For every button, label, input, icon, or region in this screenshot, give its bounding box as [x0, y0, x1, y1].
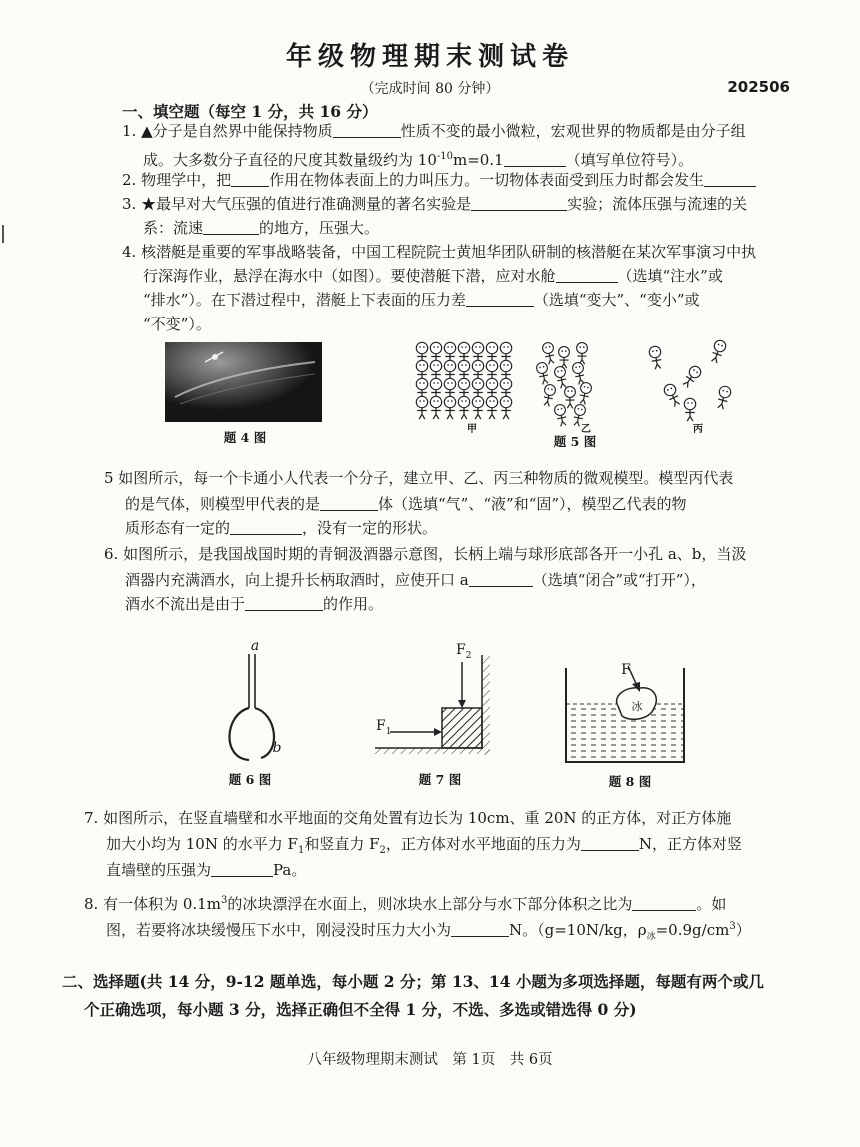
q2-text-a: 2. 物理学中，把	[122, 171, 232, 189]
submarine-photo	[165, 342, 322, 422]
figure-5-caption: 题 5 图	[553, 434, 597, 449]
fig7-f2-letter: F	[456, 642, 466, 658]
fig5-label-bing: 丙	[693, 424, 703, 435]
page-title: 年级物理期末测试卷	[285, 42, 574, 72]
q1-exponent: -10	[436, 151, 453, 162]
q8-sup-2: 3	[729, 921, 736, 932]
fig8-ice-label: 冰	[631, 700, 643, 713]
molecule-models-figure	[410, 338, 750, 428]
q3-text-b: 实验；流体压强与流速的关	[567, 195, 748, 213]
question-6-line-1: 6. 如图所示，是我国战国时期的青铜汲酒器示意图，长柄上端与球形底部各开一小孔 a、b，当汲	[104, 545, 747, 563]
q3-blank-2[interactable]	[203, 219, 259, 235]
fig7-f2-sub: 2	[465, 650, 472, 661]
fig7-label-f1	[376, 718, 398, 737]
q1-blank-2[interactable]	[504, 151, 566, 167]
q5-text-a: 的是气体，则模型甲代表的是	[125, 495, 321, 513]
section-2-heading-line-2: 个正确选项，每小题 3 分，选择正确但不全得 1 分，不选、多选或错选得 0 分)	[84, 1000, 637, 1019]
question-2	[122, 168, 756, 193]
molecule-figure	[681, 364, 703, 389]
q6-text-d: 的作用。	[323, 595, 384, 613]
molecule-figure	[486, 396, 497, 419]
q2-blank-2[interactable]	[704, 171, 756, 187]
fig7-f1-letter: F	[376, 718, 386, 734]
q3-text-a: 3. ★最早对大气压强的值进行准确测量的著名实验是	[122, 195, 472, 213]
molecule-figure	[577, 382, 592, 405]
scan-edge-mark	[2, 225, 4, 243]
figure-7-caption: 题 7 图	[418, 772, 462, 787]
q5-blank-2[interactable]	[230, 519, 302, 535]
q4-text-b: （选填“注水”或	[617, 267, 723, 285]
question-1-line-1	[122, 119, 746, 144]
molecule-figure	[572, 362, 587, 385]
q1-text-a: 1. ▲分子是自然界中能保持物质	[122, 122, 333, 140]
molecule-figure	[444, 396, 455, 419]
fig6-label-b: b	[272, 740, 282, 756]
molecule-figure	[536, 362, 551, 385]
figure-8-caption: 题 8 图	[608, 774, 652, 789]
q5-text-b: 体（选填“气”、“液”和“固”），模型乙代表的物	[378, 495, 687, 513]
molecule-figure	[430, 396, 441, 419]
q8-blank-1[interactable]	[632, 895, 696, 911]
q7-text-d: N，正方体对竖	[638, 835, 743, 853]
q7-sub-1: 1	[297, 845, 305, 856]
q4-blank-2[interactable]	[466, 291, 534, 307]
molecule-figure	[472, 396, 483, 419]
question-7-line-3	[106, 858, 306, 883]
q3-blank-1[interactable]	[471, 195, 567, 211]
molecule-models-graphic	[410, 338, 750, 428]
question-4-line-3	[143, 288, 700, 313]
figure-4-caption: 题 4 图	[223, 430, 267, 445]
question-3-line-2	[143, 216, 379, 241]
q7-text-e: 直墙壁的压强为	[106, 861, 212, 879]
molecule-figure	[565, 387, 576, 409]
q1-text-b: 性质不变的最小微粒，宏观世界的物质都是由分子组	[400, 122, 746, 140]
q4-blank-1[interactable]	[556, 267, 618, 283]
q7-sub-2: 2	[379, 845, 386, 856]
fig7-label-f2	[456, 642, 478, 661]
molecule-figure	[416, 396, 427, 419]
q7-text-b: 和竖直力 F	[304, 835, 380, 853]
q1-text-d: m=0.1	[452, 151, 504, 169]
question-5-line-3	[125, 516, 437, 541]
molecule-figure	[541, 384, 556, 407]
q8-text-e: N。（g=10N/kg，ρ	[509, 921, 647, 939]
question-6-line-3	[125, 592, 383, 617]
q8-blank-2[interactable]	[451, 921, 509, 937]
q1-text-c: 成。大多数分子直径的尺度其数量级约为 10	[143, 151, 437, 169]
page-subtitle: （完成时间 80 分钟）	[360, 81, 500, 97]
fig5-label-yi: 乙	[581, 424, 591, 435]
q7-text-a: 加大小均为 10N 的水平力 F	[106, 835, 298, 853]
q8-text-b: 的冰块漂浮在水面上，则冰块水上部分与水下部分体积之比为	[227, 895, 633, 913]
question-5-line-1: 5 如图所示，每一个卡通小人代表一个分子，建立甲、乙、丙三种物质的微观模型。模型丙代表	[104, 469, 734, 487]
figure-6-caption: 题 6 图	[228, 772, 272, 787]
q5-text-d: ，没有一定的形状。	[302, 519, 438, 537]
page-footer: 八年级物理期末测试 第 1页 共 6页	[307, 1052, 553, 1068]
date-code: 202506	[727, 78, 790, 96]
submarine-photo-graphic	[165, 342, 322, 422]
q6-text-a: 酒器内充满酒水，向上提升长柄取酒时，应使开口 a	[125, 571, 469, 589]
molecule-figure	[715, 385, 732, 410]
q8-text-c: 。如	[696, 895, 727, 913]
section-1-heading: 一、填空题（每空 1 分，共 16 分）	[122, 102, 378, 121]
q1-blank-1[interactable]	[333, 122, 401, 138]
q7-blank-1[interactable]	[581, 835, 639, 851]
question-4-line-1: 4. 核潜艇是重要的军事战略装备，中国工程院院士黄旭华团队研制的核潜艇在某次军事演习中执	[122, 243, 757, 261]
q8-sup-1: 3	[220, 895, 228, 906]
q8-sub-ice: 冰	[646, 932, 656, 942]
molecule-figure	[662, 382, 682, 407]
cube-corner-figure	[370, 640, 500, 765]
q7-text-f: Pa。	[273, 861, 307, 879]
question-4-line-2	[143, 264, 723, 289]
q4-text-c: “排水”）。在下潜过程中，潜艇上下表面的压力差	[143, 291, 466, 309]
q7-blank-2[interactable]	[211, 861, 273, 877]
question-5-line-2	[125, 492, 687, 517]
molecule-figure	[554, 404, 569, 427]
molecule-figure	[684, 398, 695, 421]
question-6-line-2	[125, 568, 706, 593]
q6-text-c: 酒水不流出是由于	[125, 595, 246, 613]
fig7-f1-sub: 1	[385, 726, 392, 737]
molecule-figure	[577, 343, 588, 365]
q8-text-d: 图，若要将冰块缓慢压下水中，刚浸没时压力大小为	[106, 921, 452, 939]
q2-blank-1[interactable]	[231, 171, 269, 187]
q6-blank-1[interactable]	[469, 571, 533, 587]
q1-text-e: （填写单位符号）。	[565, 151, 694, 169]
q5-blank-1[interactable]	[320, 495, 378, 511]
q2-text-b: 作用在物体表面上的力叫压力。一切物体表面受到压力时都会发生	[269, 171, 705, 189]
q4-text-d: （选填“变大”、“变小”或	[533, 291, 700, 309]
cube-corner-graphic	[370, 640, 500, 765]
q6-blank-2[interactable]	[245, 595, 323, 611]
fig8-label-f: F	[621, 662, 631, 678]
question-7-line-1: 7. 如图所示，在竖直墙壁和水平地面的交角处置有边长为 10cm、重 20N 的正方体，对正方体施	[84, 809, 732, 827]
question-4-line-4: “不变”）。	[143, 315, 211, 333]
section-2-heading-line-1: 二、选择题(共 14 分，9-12 题单选，每小题 2 分；第 13、14 小题为多项选择题，每题有两个或几	[62, 972, 764, 991]
question-8-line-1	[84, 888, 726, 917]
question-8-line-2	[106, 914, 751, 950]
q7-text-c: ，正方体对水平地面的压力为	[385, 835, 581, 853]
q3-text-d: 的地方，压强大。	[259, 219, 380, 237]
molecule-figure	[542, 342, 557, 365]
molecule-figure	[648, 345, 663, 369]
q8-text-g: ）	[735, 921, 751, 939]
molecule-figure	[559, 347, 570, 369]
q6-text-b: （选填“闭合”或“打开”），	[532, 571, 706, 589]
molecule-figure	[554, 366, 569, 389]
q8-text-f: =0.9g/cm	[655, 921, 730, 939]
molecule-figure	[458, 396, 469, 419]
q3-text-c: 系：流速	[143, 219, 204, 237]
molecule-figure	[500, 396, 511, 419]
fig6-label-a: a	[250, 638, 260, 654]
question-3-line-1	[122, 192, 747, 217]
q8-text-a: 8. 有一体积为 0.1m	[84, 895, 221, 913]
q5-text-c: 质形态有一定的	[125, 519, 231, 537]
fig5-label-jia: 甲	[467, 424, 477, 435]
molecule-figure	[709, 339, 728, 364]
q4-text-a: 行深海作业，悬浮在海水中（如图）。要使潜艇下潜，应对水舱	[143, 267, 556, 285]
